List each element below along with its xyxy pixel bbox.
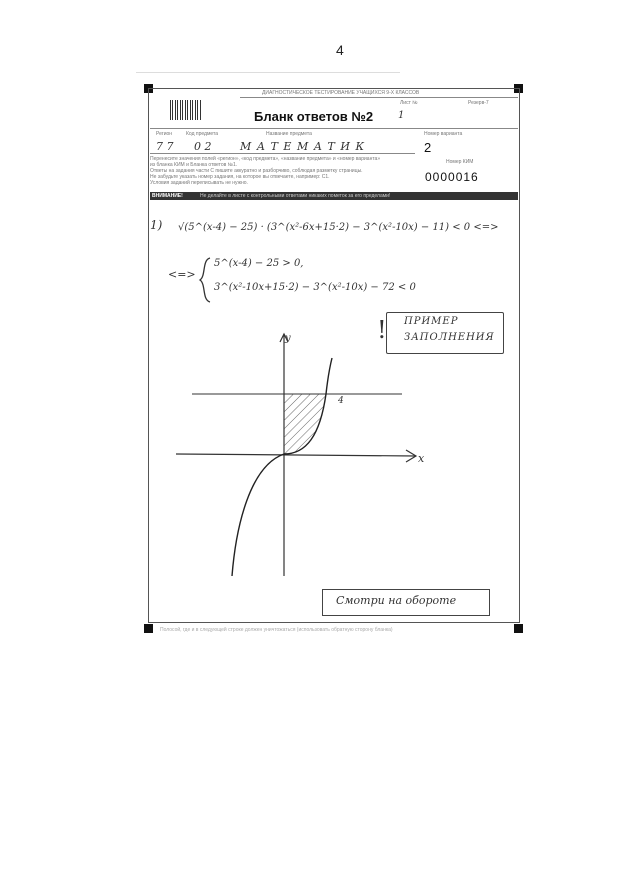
function-graph [166,326,426,596]
instructions [150,156,380,186]
axis-y-label: y [285,333,291,344]
warning-text: Не делайте в листе с контрольными ответами никаких пометок за его пределами! [200,193,391,199]
footer-note: Полосой, где и в следующей строке должен уничтожаться (использовать обратную сторону бланка) [160,627,393,633]
kim-value: 0000016 [425,170,479,184]
header-divider [240,97,518,98]
curve-label: 4 [338,396,344,406]
reserve-label: Резерв-7 [468,100,489,106]
axis-x-label: x [418,452,425,465]
stamp-line-1: ПРИМЕР [404,316,459,327]
subject-code-value: 0 2 [194,140,212,153]
title-divider [150,128,518,129]
barcode [170,100,202,120]
page-number: 4 [336,42,344,58]
see-reverse-text: Смотри на обороте [336,594,457,607]
instruction-line: Перенесите значения полей «регион», «код предмета», «название предмета» и «номер варианта» [150,156,381,162]
variant-value: 2 [424,140,432,155]
fields-divider [150,153,415,154]
solution-arrow: <=> [168,268,196,281]
subject-name-value: М А Т Е М А Т И К [240,140,365,153]
variant-label: Номер варианта [424,131,463,137]
region-label: Регион [156,131,173,137]
form-header-caption: ДИАГНОСТИЧЕСКОЕ ТЕСТИРОВАНИЕ УЧАЩИХСЯ 9-Х КЛАССОВ [262,90,420,96]
solution-line-1: √(5^(x-4) − 25) · (3^(x²-6x+15·2) − 3^(x²-10x) − 11) < 0 <=> [178,222,499,233]
instruction-line: из бланка КИМ и Бланка ответов №1. [150,162,238,168]
top-divider [136,72,400,73]
form-title: Бланк ответов №2 [254,109,374,124]
x-axis [176,454,416,456]
kim-label: Номер КИМ [446,159,474,165]
instruction-line: Условия заданий переписывать не нужно. [150,180,248,186]
corner-marker-bottom-left [144,624,153,633]
subject-name-label: Название предмета [266,131,312,137]
solution-line-2b: 3^(x²-10x+15·2) − 3^(x²-10x) − 72 < 0 [214,282,416,293]
stamp-line-2: ЗАПОЛНЕНИЯ [404,332,495,343]
corner-marker-bottom-right [514,624,523,633]
sheet-label: Лист № [400,100,418,106]
system-brace [198,256,212,304]
warning-label: ВНИМАНИЕ! [152,193,183,199]
region-value: 7 7 [156,140,174,153]
instruction-line: Ответы на задания части С пишите аккуратно и разборчиво, соблюдая разметку страницы. [150,168,363,174]
instruction-line: Не забудьте указать номер задания, на которое вы отвечаете, например: С1. [150,174,330,180]
sheet-value: 1 [398,110,405,121]
solution-line-2a: 5^(x-4) − 25 > 0, [214,258,304,269]
task-number: 1) [150,218,163,232]
cubic-curve [232,358,332,576]
subject-code-label: Код предмета [186,131,219,137]
stamp-exclaim: ! [377,316,387,344]
